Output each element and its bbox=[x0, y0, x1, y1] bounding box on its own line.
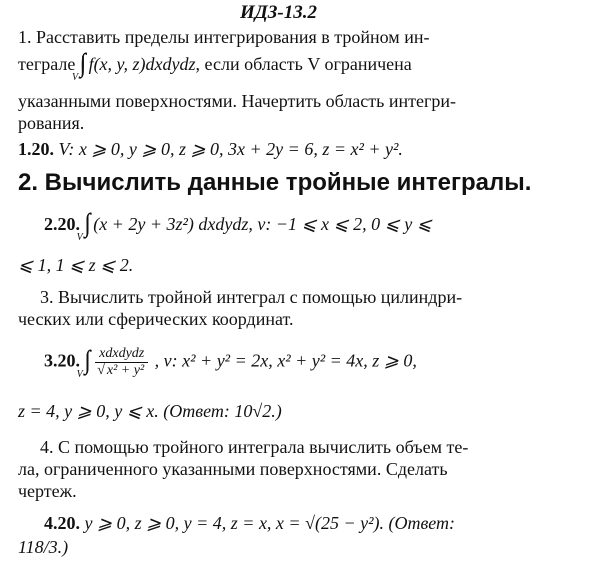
fraction-denominator: √ x² + y² bbox=[97, 363, 145, 378]
task4-item-text: y ⩾ 0, z ⩾ 0, y = 4, z = x, x = √(25 − y²). bbox=[84, 513, 384, 533]
integral-domain-subscript: V bbox=[76, 368, 83, 380]
task3-line1: 3. Вычислить тройной интеграл с помощью цилиндри- bbox=[40, 287, 463, 307]
task1-line2 bbox=[18, 47, 412, 89]
integral-domain-subscript: V bbox=[76, 232, 83, 243]
task3-line2: ческих или сферических координат. bbox=[18, 309, 294, 329]
task2-line1-text: (x + 2y + 3z²) dxdydz, v: −1 ⩽ x ⩽ 2, 0 ⩽ y ⩽ bbox=[93, 214, 432, 234]
task4-answer-b: 118/3.) bbox=[18, 537, 69, 557]
task2-item-number: 2.20. bbox=[44, 214, 80, 234]
sheet-header: ИДЗ-13.2 bbox=[240, 2, 318, 23]
task4-answer-line2 bbox=[18, 536, 68, 558]
integral-domain-subscript: V bbox=[71, 72, 79, 83]
task3-item-number: 3.20. bbox=[44, 350, 80, 371]
task4-answer-a: (Ответ: bbox=[388, 513, 456, 533]
task1-line4: рования. bbox=[18, 113, 85, 133]
fraction-numerator: xdxdydz bbox=[95, 346, 148, 363]
task2-line2-text: ⩽ 1, 1 ⩽ z ⩽ 2. bbox=[18, 255, 134, 275]
task3-line2-text: z = 4, y ⩾ 0, y ⩽ x. bbox=[18, 401, 159, 421]
task4-item bbox=[44, 512, 455, 534]
task1-item-text: V: x ⩾ 0, y ⩾ 0, z ⩾ 0, 3x + 2y = 6, z = x² + y². bbox=[58, 139, 403, 159]
task1-line1: 1. Расставить пределы интегрирования в тройном ин- bbox=[18, 27, 430, 47]
task4-line3: чертеж. bbox=[18, 481, 77, 501]
task3-answer: (Ответ: 10√2.) bbox=[163, 401, 282, 421]
task3-item-line1 bbox=[44, 346, 417, 386]
task1-item-number: 1.20. bbox=[18, 139, 54, 159]
task2-title: 2. Вычислить данные тройные интегралы. bbox=[18, 169, 532, 196]
task1-integrand: f(x, y, z)dxdydz bbox=[88, 54, 196, 74]
task2-line2 bbox=[18, 254, 133, 276]
task4-item-number: 4.20. bbox=[44, 513, 80, 533]
task4-line2: ла, ограниченного указанными поверхностями. Сделать bbox=[18, 459, 448, 479]
task3-line1-rest: , v: x² + y² = 2x, x² + y² = 4x, z ⩾ 0, bbox=[154, 350, 417, 371]
task1-line2-a: теграле bbox=[18, 54, 76, 74]
task3-item-line2 bbox=[18, 400, 282, 422]
task2-line1 bbox=[44, 207, 432, 249]
task1-item bbox=[18, 138, 403, 160]
task1-line3: указанными поверхностями. Начертить область интегри- bbox=[18, 91, 456, 111]
task1-line2-b: , если область V ограничена bbox=[195, 54, 412, 74]
integrand-fraction bbox=[95, 346, 148, 379]
task4-line1: 4. С помощью тройного интеграла вычислить объем те- bbox=[40, 437, 469, 457]
